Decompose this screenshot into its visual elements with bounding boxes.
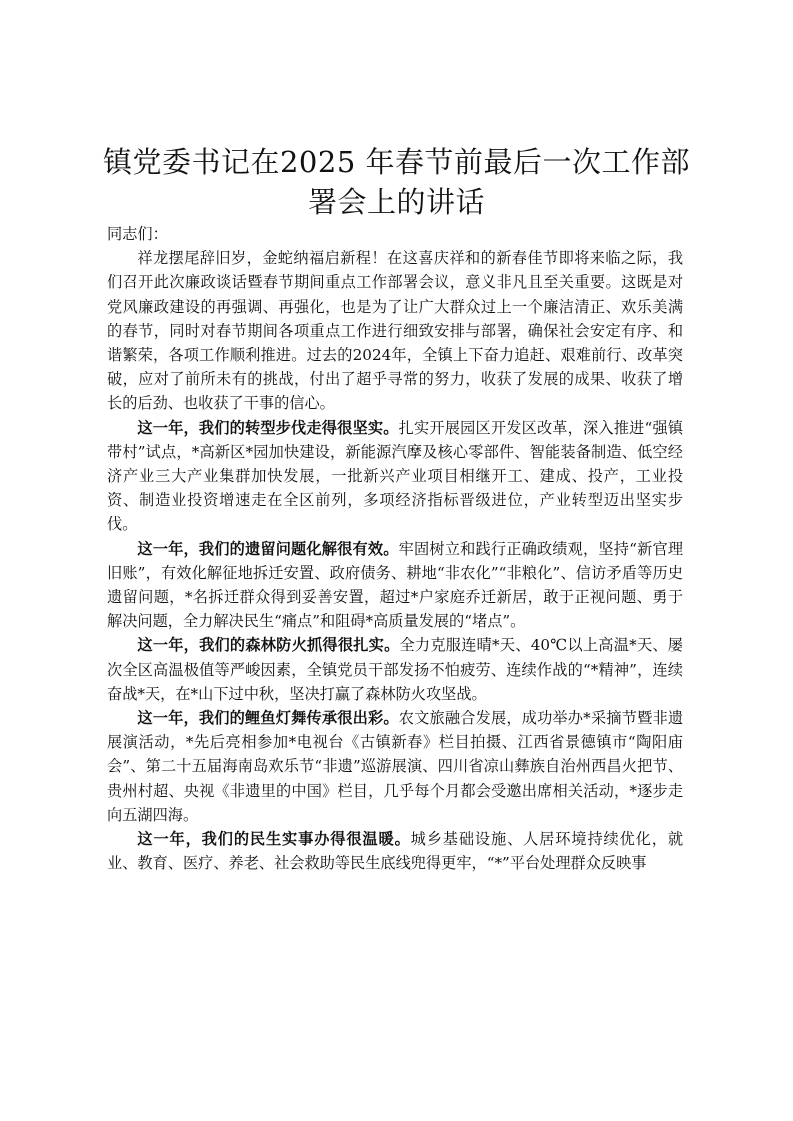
paragraph-lead: 这一年，我们的遗留问题化解很有效。 — [137, 539, 399, 558]
paragraph-livelihood — [107, 827, 683, 875]
paragraph-text: 祥龙摆尾辞旧岁，金蛇纳福启新程！在这喜庆祥和的新春佳节即将来临之际，我们召开此次廉政谈话暨春节期间重点工作部署会议，意义非凡且至关重要。这既是对党风廉政建设的再强调、再强化，也是为了让广大群众过上一个廉洁清正、欢乐美满的春节，同时对春节期间各项重点工作进行细致安排与部署，确保社会安定有序、和谐繁荣，各项工作顺利推进。过去的2024年，全镇上下奋力追赶、艰难前行、改革突破，应对了前所未有的挑战，付出了超乎寻常的努力，收获了发展的成果、收获了增长的后劲、也收获了干事的信心。 — [107, 249, 683, 413]
paragraph-lead: 这一年，我们的民生实事办得很温暖。 — [137, 830, 411, 849]
paragraph-lantern-dance — [107, 706, 683, 827]
paragraph-lead: 这一年，我们的鲤鱼灯舞传承很出彩。 — [137, 709, 399, 728]
paragraph-fire-prevention — [107, 633, 683, 706]
paragraph-transformation — [107, 416, 683, 537]
paragraph-legacy-issues — [107, 537, 683, 634]
paragraph-intro — [107, 246, 683, 415]
paragraph-text: 城乡基础设施、人居环境持续优化，就业、教育、医疗、养老、社会救助等民生底线兜得更牢，“*”平台处理群众反映事 — [107, 830, 684, 873]
paragraph-lead: 这一年，我们的森林防火抓得很扎实。 — [137, 636, 400, 655]
paragraph-lead: 这一年，我们的转型步伐走得很坚实。 — [137, 418, 399, 437]
document-title: 镇党委书记在2025 年春节前最后一次工作部署会上的讲话 — [102, 145, 691, 219]
paragraph-text: 全力克服连晴*天、40℃以上高温*天、屡次全区高温极值等严峻因素，全镇党员干部发扬不怕疲劳、连续作战的“*精神”，连续奋战*天，在*山下过中秋，坚决打赢了森林防火攻坚战。 — [107, 636, 683, 703]
document-body — [107, 222, 683, 875]
paragraph-text: 扎实开展园区开发区改革，深入推进“强镇带村”试点，*高新区*园加快建设，新能源汽摩及核心零部件、智能装备制造、低空经济产业三大产业集群加快发展，一批新兴产业项目相继开工、建成、投产，工业投资、制造业投资增速走在全区前列，多项经济指标晋级进位，产业转型迈出坚实步伐。 — [107, 418, 684, 534]
paragraph-text: 牢固树立和践行正确政绩观，坚持“新官理旧账”，有效化解征地拆迁安置、政府债务、耕地“非农化”“非粮化”、信访矛盾等历史遗留问题，*名拆迁群众得到妥善安置，超过*户家庭乔迁新居，敢于正视问题、勇于解决问题，全力解决民生“痛点”和阻碍*高质量发展的“堵点”。 — [107, 539, 684, 631]
paragraph-text: 农文旅融合发展，成功举办*采摘节暨非遗展演活动，*先后亮相参加*电视台《古镇新春》栏目拍摄、江西省景德镇市“陶阳庙会”、第二十五届海南岛欢乐节“非遗”巡游展演、四川省凉山彝族自治州西昌火把节、贵州村超、央视《非遗里的中国》栏目，几乎每个月都会受邀出席相关活动，*逐步走向五湖四海。 — [107, 709, 684, 824]
salutation: 同志们： — [107, 225, 168, 243]
